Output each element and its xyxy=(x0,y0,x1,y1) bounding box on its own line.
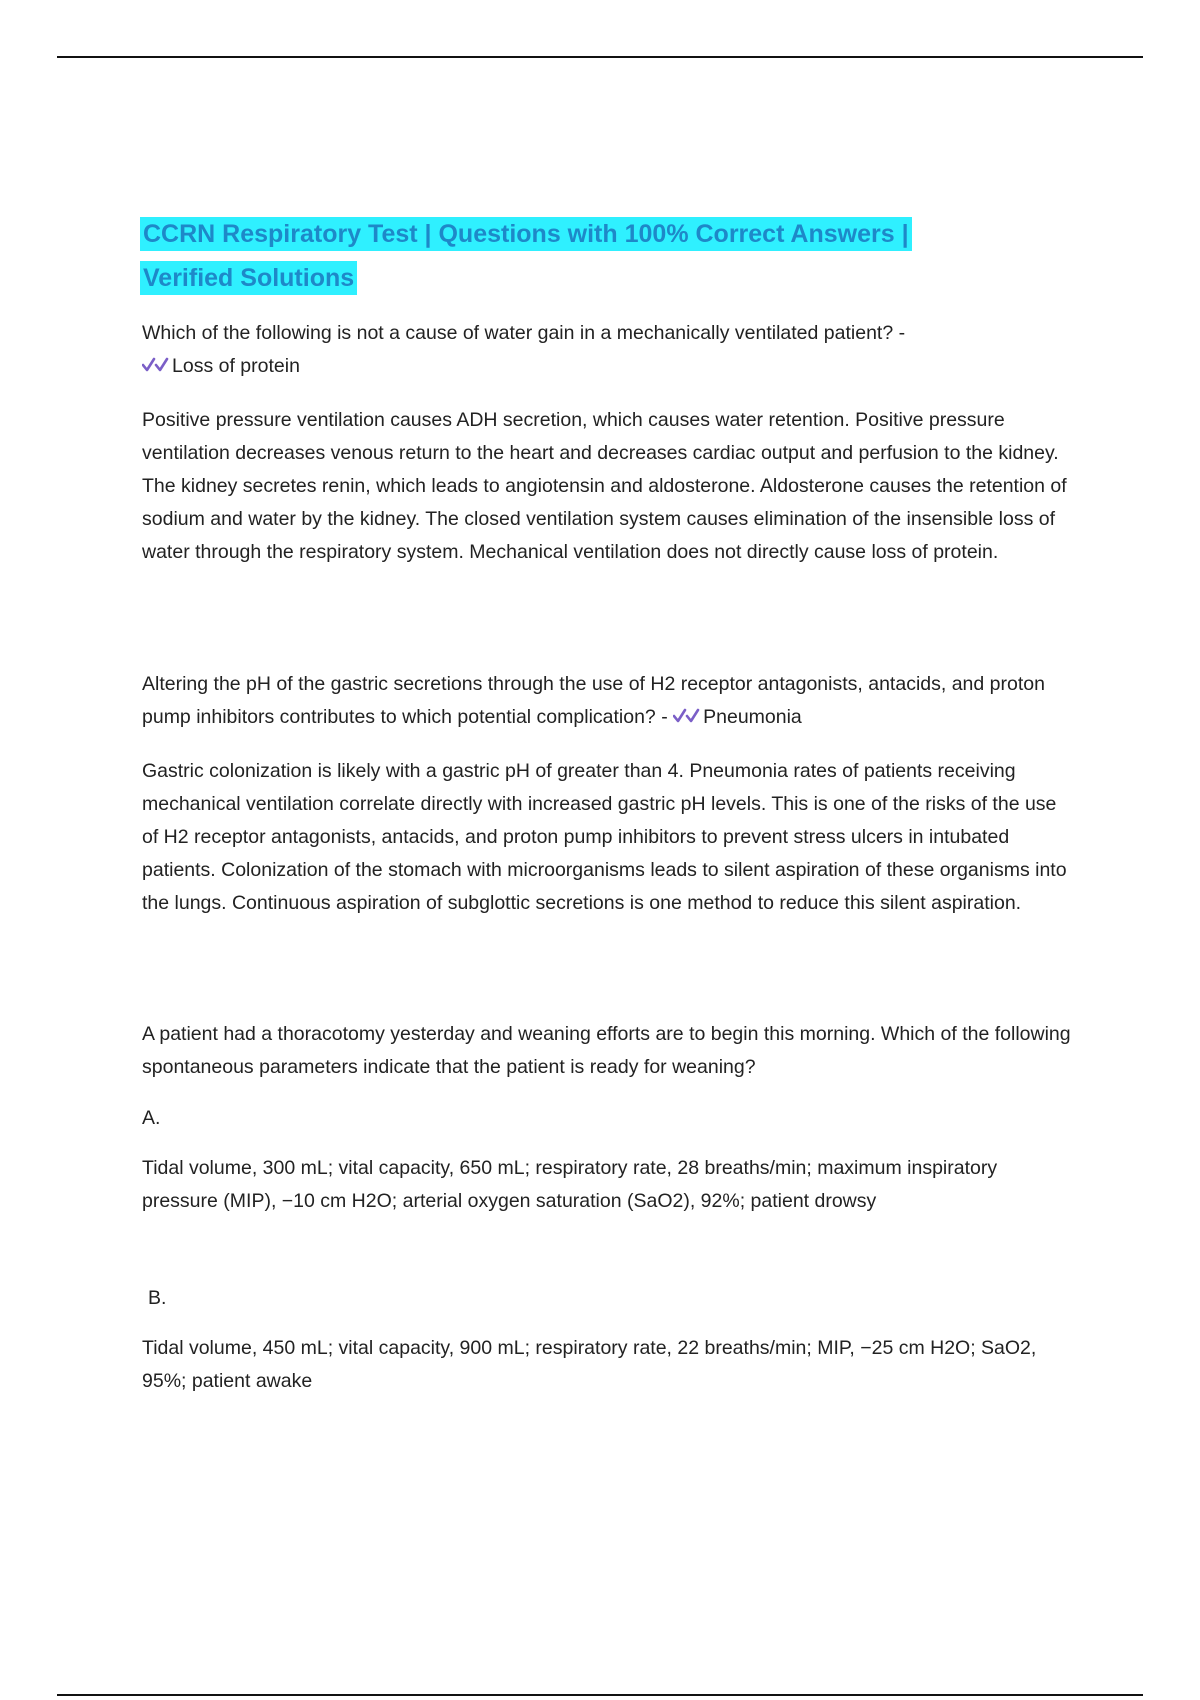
document-title xyxy=(140,212,1000,300)
top-rule xyxy=(57,56,1143,58)
question-2 xyxy=(142,668,1072,734)
answer-2-text: Pneumonia xyxy=(703,706,802,728)
rationale-1: Positive pressure ventilation causes ADH secretion, which causes water retention. Positive pressure ventilation decreases venous return to the heart and decreases cardiac output and perfusion to the kidney. The kidney secretes renin, which leads to angiotensin and aldosterone. Aldosterone causes the retention of sodium and water by the kidney. The closed ventilation system causes elimination of the insensible loss of water through the respiratory system. Mechanical ventilation does not directly cause loss of protein. xyxy=(142,409,1067,563)
option-a-label: A. xyxy=(142,1107,161,1129)
question-3: A patient had a thoracotomy yesterday and weaning efforts are to begin this morning. Which of the following spontaneous parameters indicate that the patient is ready for weaning? xyxy=(142,1023,1071,1078)
double-check-icon xyxy=(673,707,700,725)
double-check-icon xyxy=(142,356,169,374)
document-title-text: CCRN Respiratory Test | Questions with 100% Correct Answers | Verified Solutions xyxy=(140,217,912,295)
option-a-text: Tidal volume, 300 mL; vital capacity, 650 mL; respiratory rate, 28 breaths/min; maximum inspiratory pressure (MIP), −10 cm H2O; arterial oxygen saturation (SaO2), 92%; patient drowsy xyxy=(142,1157,998,1212)
question-2-text: Altering the pH of the gastric secretions through the use of H2 receptor antagonists, antacids, and proton pump inhibitors contributes to which potential complication? - xyxy=(142,673,1045,728)
question-1 xyxy=(142,317,1072,383)
rationale-2: Gastric colonization is likely with a gastric pH of greater than 4. Pneumonia rates of patients receiving mechanical ventilation correlate directly with increased gastric pH levels. This is one of the risks of the use of H2 receptor antagonists, antacids, and proton pump inhibitors to prevent stress ulcers in intubated patients. Colonization of the stomach with microorganisms leads to silent aspiration of these organisms into the lungs. Continuous aspiration of subglottic secretions is one method to reduce this silent aspiration. xyxy=(142,760,1067,914)
answer-1-text: Loss of protein xyxy=(172,355,300,377)
bottom-rule xyxy=(57,1694,1143,1696)
option-b-label: B. xyxy=(148,1287,167,1309)
question-1-text: Which of the following is not a cause of water gain in a mechanically ventilated patient? - xyxy=(142,322,906,344)
option-b-text: Tidal volume, 450 mL; vital capacity, 900 mL; respiratory rate, 22 breaths/min; MIP, −25 cm H2O; SaO2, 95%; patient awake xyxy=(142,1337,1037,1392)
